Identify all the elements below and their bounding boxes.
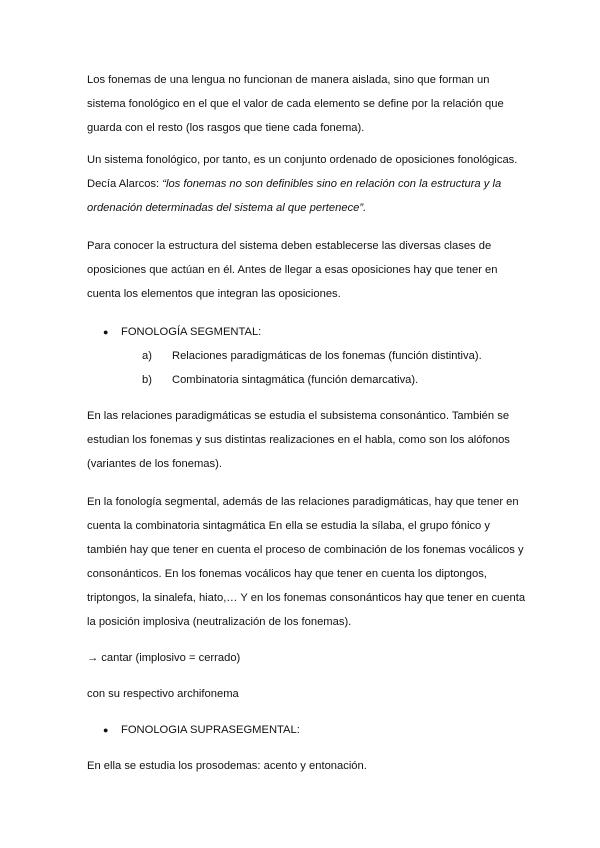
- paragraph-structure: Para conocer la estructura del sistema deben establecerse las diversas clases de oposiciones que actúan en él. Antes de llegar a esas oposiciones hay que tener en cuenta los elementos que integran las oposiciones.: [87, 240, 498, 300]
- paragraph-paradigmatic: En las relaciones paradigmáticas se estudia el subsistema consonántico. También se estudian los fonemas y sus distintas realizaciones en el habla, como son los alófonos (variantes de los fonemas).: [87, 410, 510, 470]
- list-item-text: Combinatoria sintagmática (función demarcativa).: [172, 374, 419, 386]
- list-item: [87, 344, 527, 368]
- bullet-segmental-label: FONOLOGÍA SEGMENTAL:: [121, 326, 262, 338]
- bullet-segmental: [87, 320, 527, 344]
- paragraph-prosodemas: En ella se estudia los prosodemas: acento y entonación.: [87, 760, 367, 772]
- paragraph-segmental: En la fonología segmental, además de las relaciones paradigmáticas, hay que tener en cuenta la combinatoria sintagmática En ella se estudia la sílaba, el grupo fónico y también hay que tener en cuenta el proceso de combinación de los fonemas vocálicos y consonánticos. En los fonemas vocálicos hay que tener en cuenta los diptongos, triptongos, la sinalefa, hiato,… Y en los fonemas consonánticos hay que tener en cuenta la posición implosiva (neutralización de los fonemas).: [87, 496, 526, 628]
- bullet-suprasegmental-label: FONOLOGIA SUPRASEGMENTAL:: [121, 724, 300, 736]
- arrow-right-icon: →: [87, 652, 99, 664]
- list-item-text: Relaciones paradigmáticas de los fonemas (función distintiva).: [172, 350, 482, 362]
- paragraph-archifonema: con su respectivo archifonema: [87, 688, 239, 700]
- list-item: [87, 368, 527, 392]
- paragraph-system: [87, 148, 527, 220]
- alarcos-quote: “los fonemas no son definibles sino en relación con la estructura y la ordenación determinadas del sistema al que pertenece”.: [87, 178, 502, 214]
- document-page: [87, 68, 527, 778]
- bullet-dot-icon: ●: [103, 725, 109, 735]
- list-item-letter: b): [142, 374, 152, 386]
- bullet-dot-icon: ●: [103, 327, 109, 337]
- arrow-line-text: cantar (implosivo = cerrado): [98, 652, 241, 664]
- paragraph-intro: Los fonemas de una lengua no funcionan de manera aislada, sino que forman un sistema fonológico en el que el valor de cada elemento se define por la relación que guarda con el resto (los rasgos que tiene cada fonema).: [87, 74, 504, 134]
- arrow-line: [87, 646, 527, 670]
- paragraph-system-text: Un sistema fonológico, por tanto, es un conjunto ordenado de oposiciones fonológicas. Decía Alarcos:: [87, 154, 518, 190]
- list-item-letter: a): [142, 350, 152, 362]
- bullet-suprasegmental: [87, 718, 527, 742]
